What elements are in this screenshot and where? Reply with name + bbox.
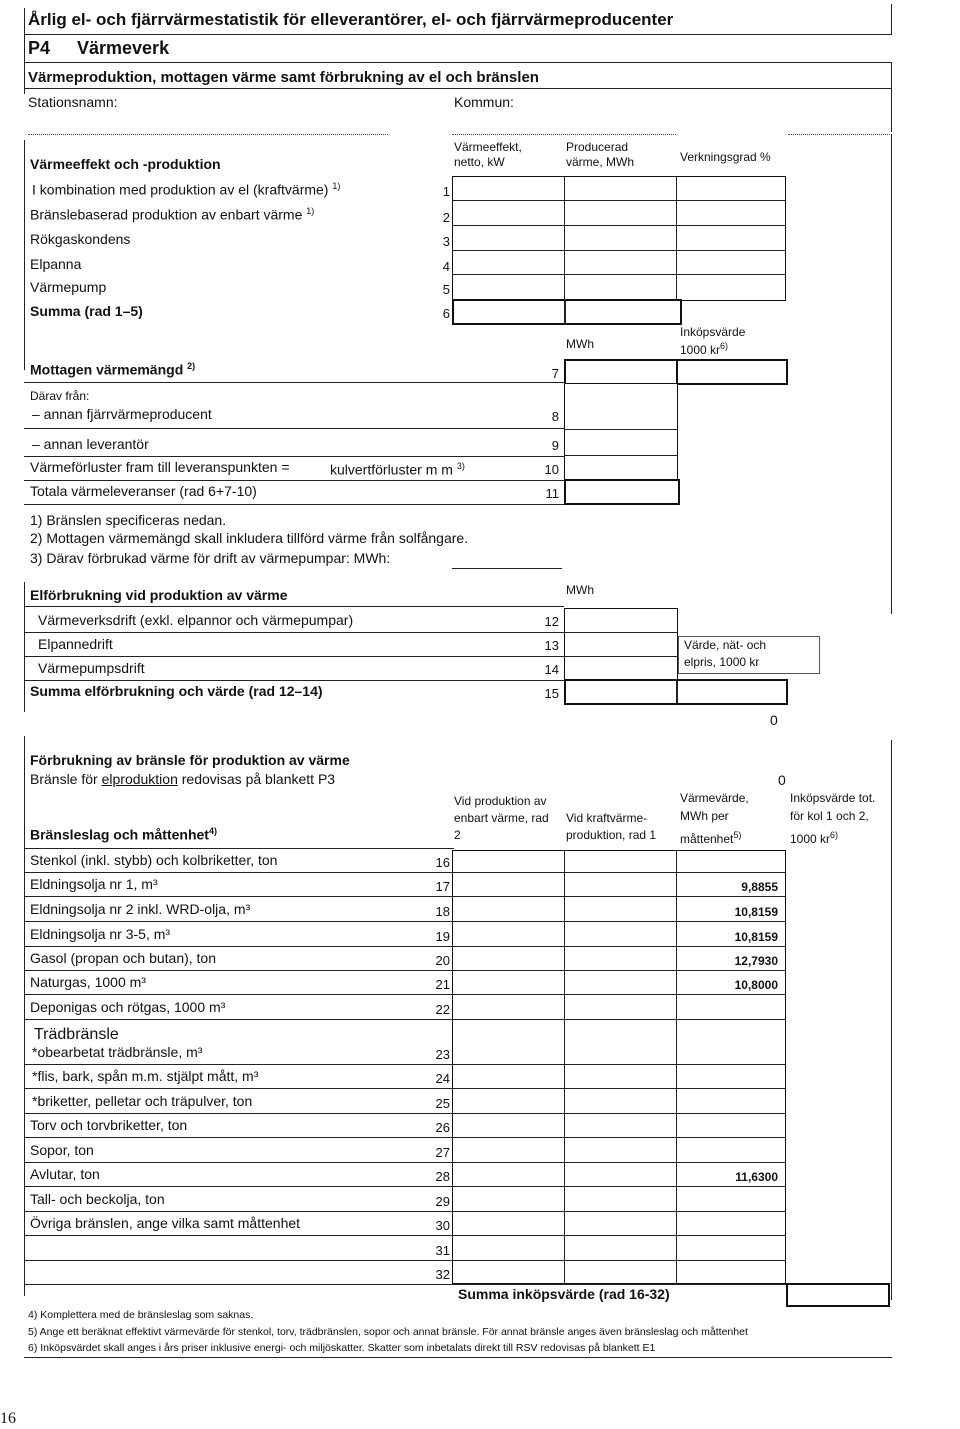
row-divider xyxy=(24,1064,786,1065)
fuel-col-a: enbart värme, rad xyxy=(454,811,549,825)
row-number: 21 xyxy=(435,977,450,992)
fuel-row-label: Eldningsolja nr 1, m³ xyxy=(30,876,158,892)
production-heading: Värmeeffekt och -produktion xyxy=(30,156,221,172)
row-number: 12 xyxy=(544,614,559,629)
dotted-line xyxy=(452,134,676,135)
form-subtitle: Värmeproduktion, mottagen värme samt förbrukning av el och bränslen xyxy=(28,69,539,86)
row-number: 20 xyxy=(435,953,450,968)
zero-value: 0 xyxy=(770,712,778,728)
divider xyxy=(24,34,892,35)
row-number: 10 xyxy=(544,462,559,477)
row-number: 3 xyxy=(442,234,450,249)
tradbransle-label: Trädbränsle xyxy=(34,1026,119,1043)
fuel-row-label: *obearbetat trädbränsle, m³ xyxy=(32,1044,203,1060)
fuel-sum-label: Summa inköpsvärde (rad 16-32) xyxy=(458,1286,670,1302)
fuel-row-label: Naturgas, 1000 m³ xyxy=(30,974,146,990)
prod-row-label: Elpanna xyxy=(30,256,82,272)
value-label-1: Värde, nät- och xyxy=(684,638,767,652)
grid-line xyxy=(564,429,677,430)
form-id: P4 xyxy=(28,38,51,58)
row-divider xyxy=(24,994,786,995)
el-row-label: Värmeverksdrift (exkl. elpannor och värmepumpar) xyxy=(38,612,354,628)
answer-line[interactable] xyxy=(452,568,562,569)
prod-row-label: I kombination med produktion av el (kraftvärme) $^{1)}$ xyxy=(32,181,341,198)
fuel-row-label: Sopor, ton xyxy=(30,1142,94,1158)
prod-sum-label: Summa (rad 1–5) xyxy=(30,303,143,319)
fuel-col-b: Vid kraftvärme- xyxy=(566,811,648,825)
el-row-label: Värmepumpsdrift xyxy=(38,660,145,676)
row-number: 28 xyxy=(435,1169,450,1184)
divider xyxy=(24,504,564,505)
divider xyxy=(24,1357,892,1358)
station-label: Stationsnamn: xyxy=(28,94,118,110)
grid-line xyxy=(564,632,677,633)
el-sum-label: Summa elförbrukning och värde (rad 12–14) xyxy=(30,683,323,699)
heating-value: 10,8159 xyxy=(734,930,778,944)
fuel-subheading: Bränsle för elproduktion redovisas på blankett P3 xyxy=(30,771,336,787)
row-divider xyxy=(24,1186,786,1187)
heating-value: 10,8159 xyxy=(734,905,778,919)
note-1: 1) Bränslen specificeras nedan. xyxy=(30,512,227,528)
col-header-inkop-unit: 1000 $kr^{6)}$ xyxy=(680,341,729,357)
grid-line xyxy=(676,679,678,703)
heating-value: 10,8000 xyxy=(734,978,778,992)
note-2: 2) Mottagen värmemängd skall inkludera tillförd värme från solfångare. xyxy=(30,530,469,546)
row-number: 4 xyxy=(442,259,450,274)
row-number: 11 xyxy=(545,486,559,501)
fuel-col-c: Värmevärde, xyxy=(680,791,749,805)
form-title: Årlig el- och fjärrvärmestatistik för elleverantörer, el- och fjärrvärmeproducenter xyxy=(28,10,674,29)
col-header-inkop: Inköpsvärde xyxy=(680,325,746,339)
fuel-row-label: Stenkol (inkl. stybb) och kolbriketter, ton xyxy=(30,852,278,868)
prod-row-label: Bränslebaserad produktion av enbart värme $^{1)}$ xyxy=(30,206,315,223)
divider xyxy=(24,632,564,633)
row-number: 1 xyxy=(442,184,450,199)
fuel-row-label: Deponigas och rötgas, 1000 m³ xyxy=(30,999,226,1015)
kommun-label: Kommun: xyxy=(454,94,514,110)
grid-line xyxy=(676,176,677,301)
total-delivery-box[interactable] xyxy=(564,479,680,505)
received-value-box[interactable] xyxy=(676,359,788,385)
row-number: 23 xyxy=(435,1047,450,1062)
electricity-heading: Elförbrukning vid produktion av värme xyxy=(30,587,288,603)
row-divider xyxy=(24,872,786,873)
el-row-label: Elpannedrift xyxy=(38,636,113,652)
fuel-col-c: måttenhet$^{5)}$ xyxy=(680,830,742,846)
electricity-grid xyxy=(564,608,678,681)
fuel-col-d: Inköpsvärde tot. xyxy=(790,791,876,805)
divider xyxy=(24,382,564,383)
page-number: 16 xyxy=(0,1410,16,1427)
row-number: 30 xyxy=(435,1218,450,1233)
fuel-col-b: produktion, rad 1 xyxy=(566,828,657,842)
row-divider xyxy=(24,896,786,897)
fuel-row-label: *briketter, pelletar och träpulver, ton xyxy=(32,1093,253,1109)
row-divider xyxy=(24,946,786,947)
dotted-line xyxy=(28,134,388,135)
frame-line xyxy=(24,582,25,712)
heating-value: 9,8855 xyxy=(741,880,778,894)
darav-label: Därav från: xyxy=(30,389,90,403)
footnote-5: 5) Ange ett beräknat effektivt värmevärde för stenkol, torv, trädbränslen, sopor och annat bränsle. För annat bränsle anges även bränsleslag och måttenhet xyxy=(28,1326,748,1338)
production-sum-box[interactable] xyxy=(452,299,682,325)
row-varmeforluster: Värmeförluster fram till leveranspunkten = xyxy=(30,459,290,475)
row-number: 22 xyxy=(435,1002,450,1017)
fuel-left-heading: Bränsleslag och måttenhet$^{4)}$ xyxy=(30,826,217,843)
row-number: 29 xyxy=(435,1194,450,1209)
footnote-4: 4) Komplettera med de bränsleslag som saknas. xyxy=(28,1309,254,1321)
col-header-mwh: MWh xyxy=(566,583,594,597)
row-number: 25 xyxy=(435,1096,450,1111)
row-divider xyxy=(24,970,786,971)
row-divider xyxy=(24,1260,786,1261)
divider xyxy=(24,606,564,607)
fuel-sum-box[interactable] xyxy=(786,1283,890,1307)
fuel-row-label: Avlutar, ton xyxy=(30,1166,100,1182)
row-number: 24 xyxy=(435,1071,450,1086)
grid-line xyxy=(564,656,677,657)
production-grid xyxy=(452,176,786,301)
fuel-row-label: Tall- och beckolja, ton xyxy=(30,1191,165,1207)
grid-line xyxy=(564,850,565,1284)
row-number: 7 xyxy=(551,366,559,381)
divider xyxy=(24,656,564,657)
dotted-line xyxy=(788,134,892,135)
row-number: 14 xyxy=(544,662,559,677)
row-totala: Totala värmeleveranser (rad 6+7-10) xyxy=(30,483,257,499)
row-number: 16 xyxy=(435,855,450,870)
heating-value: 11,6300 xyxy=(735,1170,778,1184)
divider xyxy=(24,848,454,849)
row-annan-leverantor: – annan leverantör xyxy=(32,436,149,452)
frame-line xyxy=(891,4,892,34)
grid-line xyxy=(452,200,786,201)
row-divider xyxy=(24,1284,786,1285)
fuel-row-label: Eldningsolja nr 3-5, m³ xyxy=(30,926,171,942)
row-number: 31 xyxy=(435,1243,450,1258)
row-number: 27 xyxy=(435,1145,450,1160)
grid-line xyxy=(564,455,677,456)
row-divider xyxy=(24,921,786,922)
row-number: 26 xyxy=(435,1120,450,1135)
frame-line xyxy=(24,140,25,370)
fuel-col-d: 1000 $kr^{6)}$ xyxy=(790,830,839,846)
row-number: 8 xyxy=(551,409,559,424)
note-3: 3) Därav förbrukad värme för drift av värmepumpar: MWh: xyxy=(30,550,391,566)
divider xyxy=(24,88,892,89)
fuel-col-d: för kol 1 och 2, xyxy=(790,809,869,823)
frame-line xyxy=(24,34,25,94)
row-divider xyxy=(24,1113,786,1114)
grid-line xyxy=(452,274,786,275)
row-number: 2 xyxy=(442,210,450,225)
col-header-effect: Värmeeffekt, xyxy=(454,140,522,154)
row-number: 15 xyxy=(544,686,559,701)
zero-value: 0 xyxy=(778,772,786,788)
grid-line xyxy=(564,299,566,323)
value-label-2: elpris, 1000 kr xyxy=(684,655,760,669)
row-annan-producent: – annan fjärrvärmeproducent xyxy=(32,406,212,422)
prod-row-label: Rökgaskondens xyxy=(30,231,131,247)
row-number: 18 xyxy=(435,904,450,919)
divider xyxy=(24,680,564,681)
heating-value: 12,7930 xyxy=(734,954,778,968)
row-number: 13 xyxy=(544,638,559,653)
frame-line xyxy=(24,736,25,1296)
col-header-mwh: MWh xyxy=(566,337,594,351)
frame-line xyxy=(24,8,25,34)
divider xyxy=(24,480,564,481)
divider xyxy=(24,428,564,429)
frame-line xyxy=(891,740,892,1300)
grid-line xyxy=(452,225,786,226)
row-number: 5 xyxy=(442,282,450,297)
prod-row-label: Värmepump xyxy=(30,279,107,295)
col-header-produced: Producerad xyxy=(566,140,629,154)
received-mwh-box[interactable] xyxy=(564,359,678,385)
fuel-row-label: *flis, bark, spån m.m. stjälpt mått, m³ xyxy=(32,1068,259,1084)
row-kulvert: kulvertförluster m m $^{3)}$ xyxy=(330,461,465,478)
col-header-produced-unit: värme, MWh xyxy=(566,155,635,169)
row-divider xyxy=(24,1235,786,1236)
fuel-row-label: Övriga bränslen, ange vilka samt måttenhet xyxy=(30,1215,301,1231)
row-divider xyxy=(24,1211,786,1212)
fuel-col-a: 2 xyxy=(454,828,461,842)
received-grid xyxy=(564,383,678,481)
row-number: 6 xyxy=(442,306,450,321)
form-name: Värmeverk xyxy=(77,38,170,58)
row-number: 17 xyxy=(435,879,450,894)
fuel-row-label: Gasol (propan och butan), ton xyxy=(30,950,217,966)
divider xyxy=(24,456,564,457)
grid-line xyxy=(452,250,786,251)
col-header-efficiency: Verkningsgrad % xyxy=(680,150,771,164)
divider xyxy=(24,62,892,63)
row-number: 9 xyxy=(551,438,559,453)
row-divider xyxy=(24,1019,786,1020)
row-divider xyxy=(24,1137,786,1138)
row-divider xyxy=(24,1088,786,1089)
received-heading: Mottagen värmemängd $^{2)}$ xyxy=(30,361,196,378)
frame-line xyxy=(891,62,892,132)
frame-line xyxy=(891,134,892,614)
fuel-row-label: Torv och torvbriketter, ton xyxy=(30,1117,188,1133)
row-number: 32 xyxy=(435,1267,450,1282)
row-divider xyxy=(24,1162,786,1163)
fuel-heading: Förbrukning av bränsle för produktion av värme xyxy=(30,752,350,768)
fuel-row-label: Eldningsolja nr 2 inkl. WRD-olja, m³ xyxy=(30,901,251,917)
col-header-effect-unit: netto, kW xyxy=(454,155,505,169)
row-number: 19 xyxy=(435,929,450,944)
fuel-col-c: MWh per xyxy=(680,809,729,823)
footnote-6: 6) Inköpsvärdet skall anges i års priser inklusive energi- och miljöskatter. Skatter som inbetalats direkt till RSV redovisas på blankett E1 xyxy=(28,1342,656,1354)
grid-line xyxy=(564,176,565,301)
fuel-col-a: Vid produktion av xyxy=(454,794,547,808)
